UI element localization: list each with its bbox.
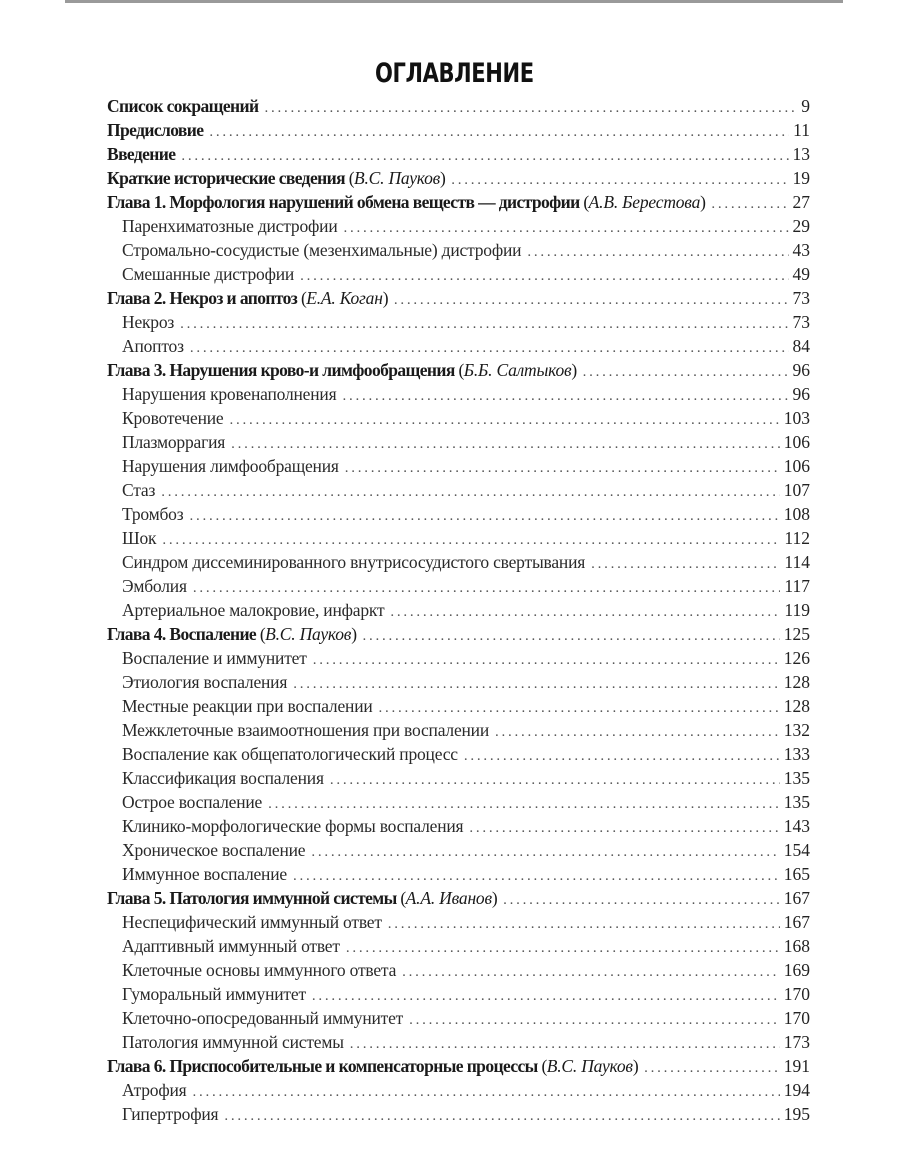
toc-section-entry[interactable] <box>107 646 810 670</box>
toc-chapter-entry[interactable] <box>107 166 810 190</box>
toc-entry-label <box>122 1102 218 1126</box>
toc-section-entry[interactable] <box>107 598 810 622</box>
toc-entry-title: Гуморальный иммунитет <box>122 984 306 1004</box>
toc-dot-leader <box>390 600 780 622</box>
paren-close: ) <box>491 888 498 908</box>
toc-entry-title: Шок <box>122 528 157 548</box>
toc-entry-page-number: 106 <box>783 432 810 452</box>
toc-entry-label <box>122 766 324 790</box>
toc-entry-label <box>122 910 382 934</box>
toc-entry-page-number: 191 <box>783 1056 810 1076</box>
toc-entry-label <box>122 478 155 502</box>
toc-entry-page-number: 117 <box>784 576 810 596</box>
paren-close: ) <box>382 288 388 308</box>
toc-entry-page-number: 112 <box>784 528 810 548</box>
toc-chapter-entry[interactable] <box>107 286 810 310</box>
toc-entry-page-number: 107 <box>783 480 810 500</box>
toc-entry-title: Этиология воспаления <box>122 672 288 692</box>
toc-entry-label <box>122 334 184 358</box>
toc-entry-title: Глава 6. Приспособительные и компенсаторные процессы <box>107 1056 538 1076</box>
page-title: ОГЛАВЛЕНИЕ <box>374 58 534 90</box>
toc-entry-title: Введение <box>107 144 176 164</box>
toc-entry-label <box>122 214 338 238</box>
toc-dot-leader <box>394 288 789 310</box>
toc-entry-title: Синдром диссеминированного внутрисосудистого свертывания <box>122 552 586 572</box>
paren-close: ) <box>700 192 706 212</box>
toc-dot-leader <box>345 456 780 478</box>
toc-entry-title: Предисловие <box>107 120 204 140</box>
toc-entry-label <box>107 286 388 310</box>
paren-open: ( <box>579 192 589 212</box>
toc-entry-title: Хроническое воспаление <box>122 840 306 860</box>
toc-entry-page-number: 195 <box>783 1104 810 1124</box>
paren-close: ) <box>351 624 357 644</box>
toc-entry-label <box>122 982 306 1006</box>
toc-section-entry[interactable] <box>107 1006 810 1030</box>
toc-entry-page-number: 194 <box>783 1080 810 1100</box>
toc-entry-label <box>122 838 305 862</box>
toc-entry-page-number: 13 <box>792 144 810 164</box>
toc-chapter-entry[interactable] <box>107 1054 810 1078</box>
toc-chapter-entry[interactable] <box>107 190 810 214</box>
toc-entry-author: В.С. Пауков <box>353 168 441 188</box>
toc-entry-title: Адаптивный иммунный ответ <box>122 936 340 956</box>
toc-entry-author-wrap <box>455 360 577 380</box>
toc-section-entry[interactable] <box>107 670 810 694</box>
toc-entry-label <box>122 574 187 598</box>
toc-entry-author-wrap <box>297 288 388 308</box>
toc-entry-label <box>107 358 577 382</box>
toc-entry-title: Нарушения кровенаполнения <box>122 384 337 404</box>
toc-entry-author-wrap <box>345 168 445 188</box>
paren-open: ( <box>396 888 406 908</box>
toc-section-entry[interactable] <box>107 910 810 934</box>
toc-entry-page-number: 73 <box>792 312 810 332</box>
toc-entry-title: Воспаление и иммунитет <box>122 648 307 668</box>
toc-entry-title: Паренхиматозные дистрофии <box>122 216 338 236</box>
toc-entry-page-number: 154 <box>783 840 810 860</box>
toc-section-entry[interactable] <box>107 814 810 838</box>
toc-entry-label <box>107 622 356 646</box>
toc-dot-leader <box>231 432 780 454</box>
toc-section-entry[interactable] <box>107 502 810 526</box>
toc-entry-page-number: 126 <box>783 648 810 668</box>
toc-entry-title: Артериальное малокровие, инфаркт <box>122 600 385 620</box>
toc-entry-title: Клинико-морфологические формы воспаления <box>122 816 464 836</box>
toc-entry-label <box>122 598 384 622</box>
toc-entry-page-number: 96 <box>792 384 810 404</box>
toc-entry-page-number: 135 <box>783 792 810 812</box>
toc-section-entry[interactable] <box>107 310 810 334</box>
toc-entry-page-number: 119 <box>784 600 810 620</box>
toc-entry-page-number: 165 <box>783 864 810 884</box>
toc-section-entry[interactable] <box>107 214 810 238</box>
toc-chapter-entry[interactable] <box>107 886 810 910</box>
toc-section-entry[interactable] <box>107 262 810 286</box>
toc-section-entry[interactable] <box>107 454 810 478</box>
toc-entry-label <box>122 1030 344 1054</box>
toc-section-entry[interactable] <box>107 934 810 958</box>
toc-entry-label <box>122 406 223 430</box>
toc-entry-label <box>122 958 396 982</box>
toc-entry-page-number: 73 <box>792 288 810 308</box>
toc-entry-page-number: 96 <box>792 360 810 380</box>
toc-entry-page-number: 173 <box>783 1032 810 1052</box>
toc-entry-page-number: 135 <box>783 768 810 788</box>
toc-entry-title: Тромбоз <box>122 504 184 524</box>
toc-entry-label <box>122 262 294 286</box>
toc-section-entry[interactable] <box>107 334 810 358</box>
toc-entry-page-number: 84 <box>792 336 810 356</box>
toc-section-entry[interactable] <box>107 838 810 862</box>
toc-entry-title: Классификация воспаления <box>122 768 324 788</box>
toc-entry-title: Стромально-сосудистые (мезенхимальные) дистрофии <box>122 240 522 260</box>
toc-dot-leader <box>224 1104 779 1126</box>
toc-entry-page-number: 169 <box>783 960 810 980</box>
toc-entry-author-wrap <box>580 192 706 212</box>
toc-entry-label <box>122 238 521 262</box>
toc-entry-label <box>122 454 339 478</box>
toc-dot-leader <box>451 168 788 190</box>
toc-dot-leader <box>527 240 788 262</box>
toc-section-entry[interactable] <box>107 238 810 262</box>
toc-entry-title: Иммунное воспаление <box>122 864 287 884</box>
toc-entry-label <box>122 430 225 454</box>
toc-dot-leader <box>209 120 789 142</box>
toc-entry-title: Глава 2. Некроз и апоптоз <box>107 288 298 308</box>
toc-dot-leader <box>469 816 779 838</box>
toc-chapter-entry[interactable] <box>107 358 810 382</box>
toc-dot-leader <box>402 960 780 982</box>
toc-chapter-entry[interactable] <box>107 94 810 118</box>
paren-close: ) <box>632 1056 639 1076</box>
toc-entry-title: Глава 1. Морфология нарушений обмена веществ — дистрофии <box>107 192 580 212</box>
paren-close: ) <box>571 360 577 380</box>
toc-dot-leader <box>162 528 780 550</box>
toc-entry-page-number: 132 <box>783 720 810 740</box>
toc-entry-label <box>122 526 156 550</box>
toc-section-entry[interactable] <box>107 1030 810 1054</box>
toc-entry-page-number: 19 <box>792 168 810 188</box>
toc-entry-author: А.В. Берестова <box>588 192 701 212</box>
toc-dot-leader <box>192 1080 779 1102</box>
toc-entry-title: Атрофия <box>122 1080 187 1100</box>
toc-entry-label <box>122 934 340 958</box>
toc-dot-leader <box>189 504 779 526</box>
toc-entry-label <box>107 886 497 910</box>
toc-dot-leader <box>311 840 779 862</box>
toc-dot-leader <box>464 744 780 766</box>
paren-close: ) <box>440 168 446 188</box>
toc-dot-leader <box>495 720 780 742</box>
toc-entry-label <box>122 1006 403 1030</box>
toc-entry-title: Смешанные дистрофии <box>122 264 295 284</box>
toc-entry-label <box>107 94 258 118</box>
toc-entry-title: Межклеточные взаимоотношения при воспалении <box>122 720 490 740</box>
toc-dot-leader <box>362 624 779 646</box>
toc-chapter-entry[interactable] <box>107 118 810 142</box>
toc-dot-leader <box>229 408 779 430</box>
toc-entry-title: Нарушения лимфообращения <box>122 456 339 476</box>
toc-dot-leader <box>591 552 780 574</box>
toc-entry-title: Глава 5. Патология иммунной системы <box>107 888 397 908</box>
toc-entry-author: Е.А. Коган <box>306 288 383 308</box>
toc-entry-title: Неспецифический иммунный ответ <box>122 912 382 932</box>
toc-section-entry[interactable] <box>107 742 810 766</box>
toc-entry-page-number: 103 <box>783 408 810 428</box>
toc-entry-title: Глава 4. Воспаление <box>107 624 257 644</box>
toc-entry-label <box>107 190 705 214</box>
toc-entry-label <box>122 694 373 718</box>
toc-entry-title: Патология иммунной системы <box>122 1032 344 1052</box>
toc-entry-label <box>107 166 445 190</box>
toc-entry-label <box>122 790 262 814</box>
toc-entry-label <box>107 118 203 142</box>
toc-chapter-entry[interactable] <box>107 622 810 646</box>
toc-entry-page-number: 49 <box>792 264 810 284</box>
toc-entry-label <box>122 670 287 694</box>
toc-entry-page-number: 170 <box>783 1008 810 1028</box>
toc-dot-leader <box>268 792 780 814</box>
paren-open: ( <box>256 624 266 644</box>
toc-entry-page-number: 11 <box>793 120 810 140</box>
toc-entry-author: В.С. Пауков <box>546 1056 633 1076</box>
toc-entry-title: Некроз <box>122 312 175 332</box>
toc-entry-page-number: 106 <box>783 456 810 476</box>
toc-entry-title: Стаз <box>122 480 156 500</box>
toc-dot-leader <box>293 672 780 694</box>
toc-entry-page-number: 27 <box>792 192 810 212</box>
toc-entry-label <box>122 502 183 526</box>
paren-open: ( <box>297 288 307 308</box>
toc-entry-page-number: 170 <box>783 984 810 1004</box>
toc-entry-title: Краткие исторические сведения <box>107 168 345 188</box>
toc-entry-label <box>122 646 307 670</box>
toc-dot-leader <box>346 936 780 958</box>
toc-entry-title: Клеточные основы иммунного ответа <box>122 960 397 980</box>
toc-dot-leader <box>312 984 780 1006</box>
toc-entry-title: Апоптоз <box>122 336 184 356</box>
toc-section-entry[interactable] <box>107 694 810 718</box>
toc-section-entry[interactable] <box>107 574 810 598</box>
toc-entry-label <box>122 382 336 406</box>
toc-dot-leader <box>583 360 789 382</box>
toc-dot-leader <box>344 216 789 238</box>
toc-section-entry[interactable] <box>107 982 810 1006</box>
toc-section-entry[interactable] <box>107 766 810 790</box>
toc-entry-author-wrap <box>397 888 497 908</box>
toc-entry-author: А.А. Иванов <box>405 888 492 908</box>
toc-dot-leader <box>180 312 788 334</box>
toc-dot-leader <box>644 1056 780 1078</box>
toc-dot-leader <box>503 888 780 910</box>
toc-entry-title: Плазморрагия <box>122 432 226 452</box>
paren-open: ( <box>344 168 354 188</box>
toc-dot-leader <box>313 648 780 670</box>
toc-entry-page-number: 143 <box>783 816 810 836</box>
toc-entry-label <box>122 814 463 838</box>
toc-entry-author: Б.Б. Салтыков <box>463 360 572 380</box>
toc-entry-title: Эмболия <box>122 576 187 596</box>
toc-entry-title: Острое воспаление <box>122 792 263 812</box>
toc-section-entry[interactable] <box>107 382 810 406</box>
toc-dot-leader <box>350 1032 780 1054</box>
toc-dot-leader <box>388 912 780 934</box>
toc-entry-title: Список сокращений <box>107 96 259 116</box>
toc-section-entry[interactable] <box>107 862 810 886</box>
toc-entry-label <box>122 718 489 742</box>
toc-entry-label <box>122 862 287 886</box>
toc-entry-page-number: 43 <box>792 240 810 260</box>
toc-entry-title: Воспаление как общепатологический процесс <box>122 744 458 764</box>
toc-section-entry[interactable] <box>107 790 810 814</box>
toc-dot-leader <box>161 480 780 502</box>
toc-entry-label <box>122 310 174 334</box>
toc-entry-page-number: 108 <box>783 504 810 524</box>
toc-entry-title: Местные реакции при воспалении <box>122 696 373 716</box>
toc-entry-author-wrap <box>256 624 356 644</box>
toc-entry-page-number: 168 <box>783 936 810 956</box>
toc-dot-leader <box>330 768 780 790</box>
toc-dot-leader <box>264 96 797 118</box>
toc-dot-leader <box>181 144 788 166</box>
toc-entry-title: Глава 3. Нарушения крово-и лимфообращения <box>107 360 455 380</box>
toc-dot-leader <box>293 864 780 886</box>
toc-dot-leader <box>193 576 781 598</box>
toc-section-entry[interactable] <box>107 430 810 454</box>
toc-chapter-entry[interactable] <box>107 142 810 166</box>
toc-entry-page-number: 167 <box>783 912 810 932</box>
toc-entry-page-number: 29 <box>792 216 810 236</box>
toc-dot-leader <box>300 264 788 286</box>
toc-section-entry[interactable] <box>107 478 810 502</box>
toc-dot-leader <box>190 336 789 358</box>
paren-open: ( <box>454 360 464 380</box>
toc-entry-title: Гипертрофия <box>122 1104 219 1124</box>
toc-section-entry[interactable] <box>107 526 810 550</box>
toc-entry-page-number: 167 <box>783 888 810 908</box>
toc-entry-author: В.С. Пауков <box>265 624 352 644</box>
toc-section-entry[interactable] <box>107 406 810 430</box>
page-top-rule <box>65 0 843 3</box>
toc-entry-label <box>122 550 585 574</box>
toc-entry-page-number: 133 <box>783 744 810 764</box>
toc-entry-label <box>107 142 175 166</box>
toc-entry-label <box>107 1054 638 1078</box>
toc-dot-leader <box>711 192 788 214</box>
toc-section-entry[interactable] <box>107 718 810 742</box>
toc-dot-leader <box>379 696 780 718</box>
toc-dot-leader <box>342 384 788 406</box>
toc-section-entry[interactable] <box>107 1102 810 1126</box>
toc-entry-page-number: 128 <box>783 696 810 716</box>
toc-entry-author-wrap <box>538 1056 638 1076</box>
toc-entry-title: Клеточно-опосредованный иммунитет <box>122 1008 404 1028</box>
toc-section-entry[interactable] <box>107 550 810 574</box>
toc-entry-page-number: 125 <box>783 624 810 644</box>
paren-open: ( <box>537 1056 547 1076</box>
toc-entry-label <box>122 742 458 766</box>
toc-entry-title: Кровотечение <box>122 408 224 428</box>
toc-dot-leader <box>409 1008 780 1030</box>
toc-section-entry[interactable] <box>107 958 810 982</box>
toc-entry-page-number: 9 <box>801 96 810 116</box>
toc-entry-page-number: 128 <box>783 672 810 692</box>
table-of-contents <box>107 94 810 1126</box>
toc-entry-label <box>122 1078 186 1102</box>
toc-entry-page-number: 114 <box>784 552 810 572</box>
toc-section-entry[interactable] <box>107 1078 810 1102</box>
